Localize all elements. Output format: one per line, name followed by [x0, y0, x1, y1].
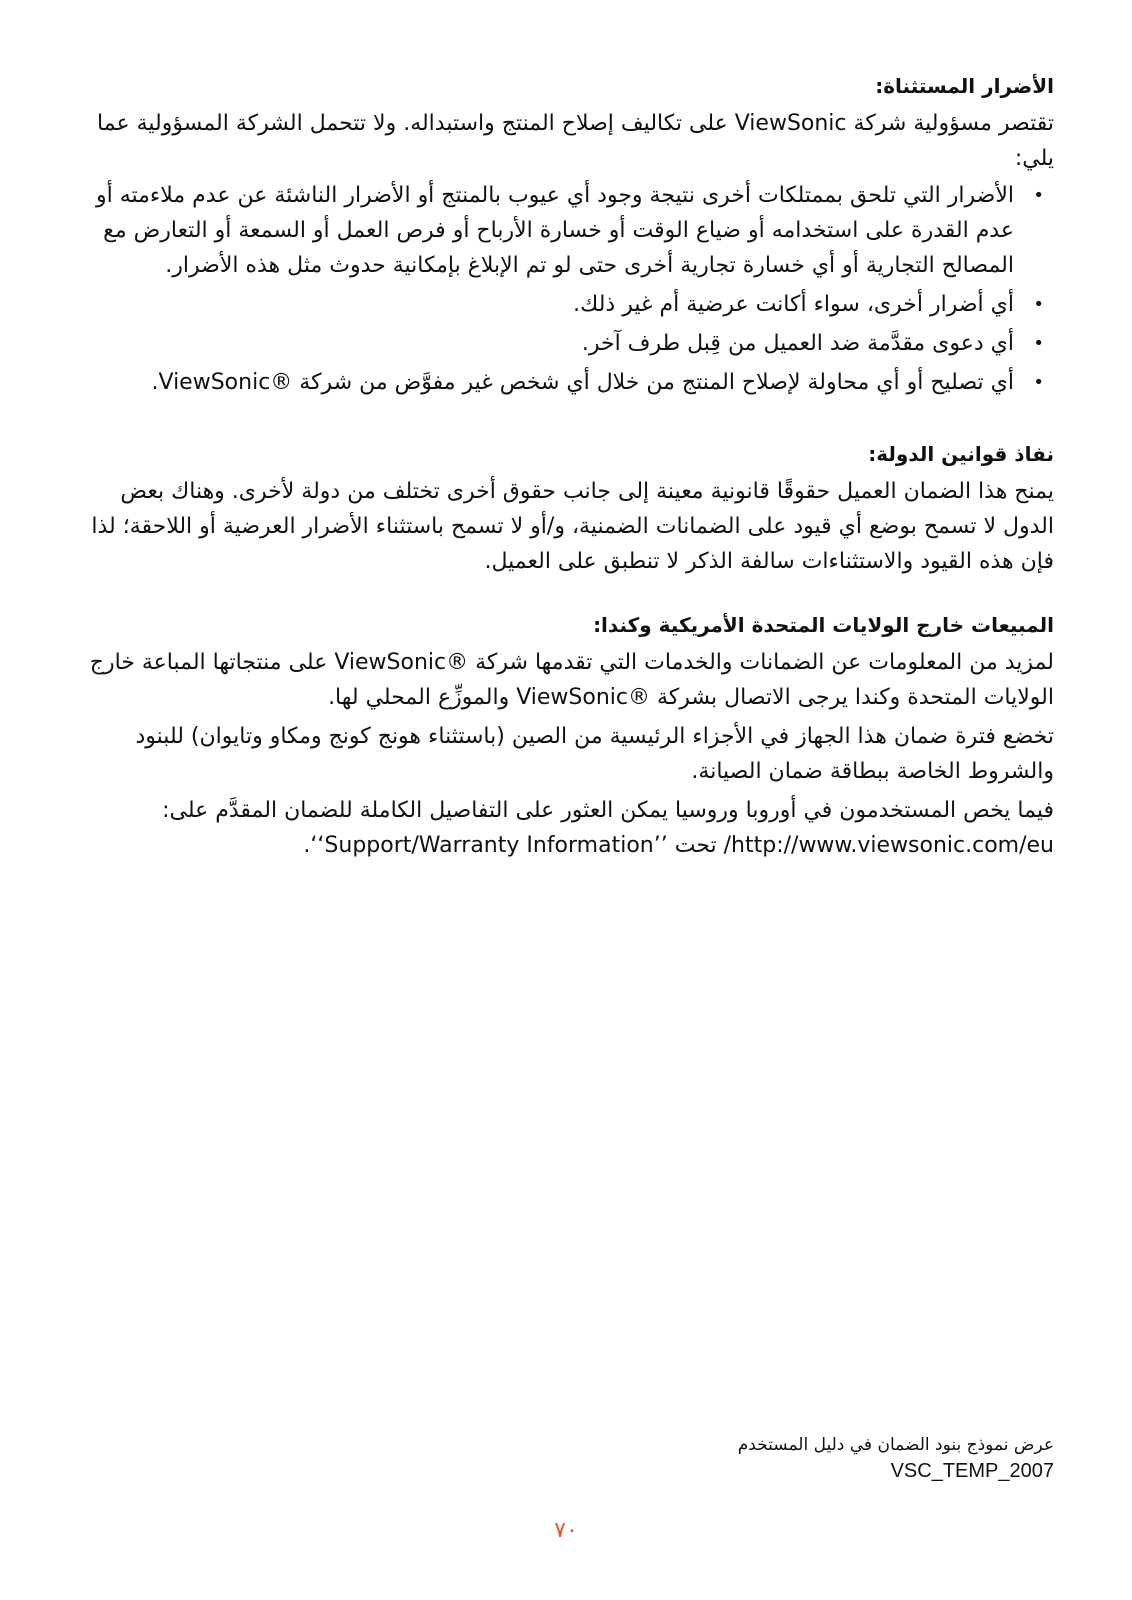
state-laws-section: [74, 440, 1054, 579]
page-number: ٧٠: [554, 1518, 578, 1543]
footer-doc-title: عرض نموذج بنود الضمان في دليل المستخدم: [737, 1435, 1054, 1455]
bullet-icon: •: [1033, 333, 1044, 354]
excluded-damages-list: [74, 178, 1054, 400]
list-item: [74, 365, 1044, 400]
section-spacer: [74, 404, 1054, 440]
page-content: [74, 72, 1054, 863]
section-spacer: [74, 579, 1054, 611]
list-item-text: أي أضرار أخرى، سواء أكانت عرضية أم غير ذلك.: [573, 292, 1014, 317]
list-item-text: الأضرار التي تلحق بممتلكات أخرى نتيجة وجود أي عيوب بالمنتج أو الأضرار الناشئة عن عدم ملاءمته أو عدم القدرة على استخدامه أو ضياع الوقت أو خسارة الأرباح أو فرص العمل أو السمعة أو التعارض مع المصالح التجارية أو أي خسارة تجارية أخرى حتى لو تم الإبلاغ بإمكانية حدوث مثل هذه الأضرار.: [95, 183, 1014, 278]
list-item-text: أي دعوى مقدَّمة ضد العميل من قِبل طرف آخر.: [581, 331, 1014, 356]
section-heading-excluded-damages: الأضرار المستثناة:: [875, 74, 1054, 98]
list-item: [74, 326, 1044, 361]
section-heading-sales-outside: المبيعات خارج الولايات المتحدة الأمريكية وكندا:: [593, 613, 1054, 637]
bullet-icon: •: [1033, 372, 1044, 393]
state-laws-paragraph: يمنح هذا الضمان العميل حقوقًا قانونية معينة إلى جانب حقوق أخرى تختلف من دولة لأخرى. وهناك بعض الدول لا تسمح بوضع أي قيود على الضمانات الضمنية، و/أو لا تسمح باستثناء الأضرار العرضية أو اللاحقة؛ لذا فإن هذه القيود والاستثناءات سالفة الذكر لا تنطبق على العميل.: [91, 479, 1054, 574]
bullet-icon: •: [1033, 185, 1044, 206]
excluded-damages-intro: تقتصر مسؤولية شركة ViewSonic على تكاليف إصلاح المنتج واستبداله. ولا تتحمل الشركة المسؤولية عما يلي:: [97, 111, 1054, 171]
sales-outside-paragraph-europe: فيما يخص المستخدمون في أوروبا وروسيا يمكن العثور على التفاصيل الكاملة للضمان المقدَّم على: http://www.viewsonic.com/eu/ تحت ’’Support/Warranty Information‘‘.: [162, 798, 1054, 858]
sales-outside-paragraph-contact: لمزيد من المعلومات عن الضمانات والخدمات التي تقدمها شركة ®ViewSonic على منتجاتها المباعة خارج الولايات المتحدة وكندا يرجى الاتصال بشركة ®ViewSonic والموزِّع المحلي لها.: [89, 650, 1054, 710]
list-item-text: أي تصليح أو أي محاولة لإصلاح المنتج من خلال أي شخص غير مفوَّض من شركة ®ViewSonic.: [151, 370, 1014, 395]
excluded-damages-section: [74, 72, 1054, 400]
bullet-icon: •: [1033, 294, 1044, 315]
footer-doc-code: VSC_TEMP_2007: [890, 1460, 1054, 1482]
list-item: [74, 178, 1044, 283]
sales-outside-paragraph-china: تخضع فترة ضمان هذا الجهاز في الأجزاء الرئيسية من الصين (باستثناء هونج كونج ومكاو وتايوان) للبنود والشروط الخاصة ببطاقة ضمان الصيانة.: [135, 724, 1054, 784]
section-heading-state-laws: نفاذ قوانين الدولة:: [868, 442, 1054, 466]
sales-outside-section: [74, 611, 1054, 863]
document-footer: [738, 1432, 1054, 1484]
list-item: [74, 287, 1044, 322]
